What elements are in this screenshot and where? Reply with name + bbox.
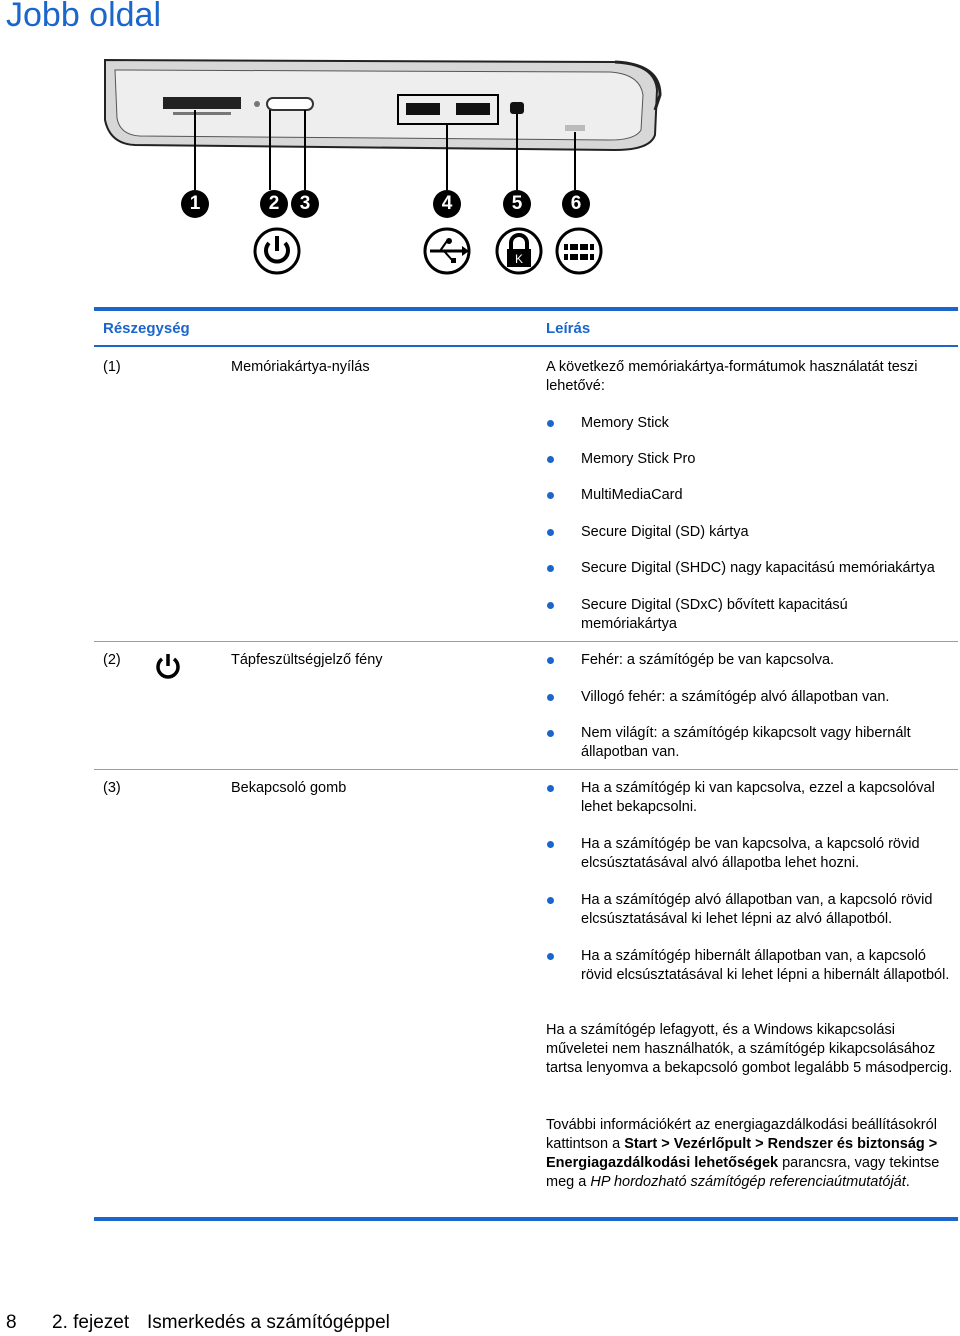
header-description: Leírás xyxy=(546,320,591,337)
svg-text:K: K xyxy=(514,252,524,266)
row1-name: Memóriakártya-nyílás xyxy=(231,359,370,375)
lock-icon xyxy=(494,226,544,276)
power-icon xyxy=(252,226,302,276)
bullet xyxy=(547,657,554,664)
list-item: Fehér: a számítógép be van kapcsolva. xyxy=(581,652,835,668)
row-divider xyxy=(94,641,958,642)
row3-paragraph-1: Ha a számítógép lefagyott, és a Windows kikapcsolási műveletei nem használhatók, a számítógép kikapcsolásához tartsa lenyomva a bekapcsoló gombot legalább 5 másodpercig. xyxy=(546,1022,953,1076)
bullet xyxy=(547,565,554,572)
row2-name: Tápfeszültségjelző fény xyxy=(231,652,383,668)
usb-icon xyxy=(422,226,472,276)
bullet xyxy=(547,492,554,499)
row1-number: (1) xyxy=(103,359,121,375)
paragraph-text: parancsra, vagy tekintse meg a xyxy=(546,1155,940,1190)
menu-path: Start > Vezérlőpult > Rendszer és biztonság > Energiagazdálkodási lehetőségek xyxy=(546,1136,938,1171)
footer-chapter: 2. fejezet xyxy=(52,1312,130,1333)
paragraph-text: További információkért az energiagazdálkodási beállításokról kattintson a xyxy=(546,1117,937,1152)
row3-name: Bekapcsoló gomb xyxy=(231,780,347,796)
list-item: Secure Digital (SHDC) nagy kapacitású memóriakártya xyxy=(581,560,935,576)
bullet xyxy=(547,420,554,427)
row-divider xyxy=(94,769,958,770)
row2-number: (2) xyxy=(103,652,121,668)
list-item: Secure Digital (SDxC) bővített kapacitású memóriakártya xyxy=(581,597,848,632)
paragraph-text: . xyxy=(905,1174,910,1190)
callout-6: 6 xyxy=(562,190,590,218)
table-bottom-rule xyxy=(94,1217,958,1221)
footer-chapter-title: Ismerkedés a számítógéppel xyxy=(147,1312,390,1333)
bullet xyxy=(547,529,554,536)
callout-5: 5 xyxy=(503,190,531,218)
callout-2: 2 xyxy=(260,190,288,218)
page-number: 8 xyxy=(6,1312,17,1333)
list-item: Ha a számítógép ki van kapcsolva, ezzel a kapcsolóval lehet bekapcsolni. xyxy=(581,780,935,815)
list-item: Villogó fehér: a számítógép alvó állapotban van. xyxy=(581,689,890,705)
bullet xyxy=(547,730,554,737)
callout-3: 3 xyxy=(291,190,319,218)
list-item: Ha a számítógép alvó állapotban van, a kapcsoló rövid elcsúsztatásával ki lehet lépni az alvó állapotból. xyxy=(581,892,933,927)
page-title: Jobb oldal xyxy=(6,0,162,34)
bullet xyxy=(547,456,554,463)
list-item: Secure Digital (SD) kártya xyxy=(581,524,749,540)
list-item: Nem világít: a számítógép kikapcsolt vagy hibernált állapotban van. xyxy=(581,725,911,760)
table-top-rule xyxy=(94,307,958,311)
row3-number: (3) xyxy=(103,780,121,796)
network-icon xyxy=(554,226,604,276)
list-item: Memory Stick xyxy=(581,415,669,431)
guide-title: HP hordozható számítógép referenciaútmutatóját xyxy=(590,1174,906,1190)
bullet xyxy=(547,841,554,848)
list-item: MultiMediaCard xyxy=(581,487,683,503)
row3-paragraph-2 xyxy=(546,1116,954,1192)
bullet xyxy=(547,694,554,701)
row1-intro: A következő memóriakártya-formátumok használatát teszi lehetővé: xyxy=(546,359,918,394)
header-component: Részegység xyxy=(103,320,190,337)
callout-4: 4 xyxy=(433,190,461,218)
list-item: Ha a számítógép be van kapcsolva, a kapcsoló rövid elcsúsztatásával alvó állapotba lehet hozni. xyxy=(581,836,920,871)
list-item: Memory Stick Pro xyxy=(581,451,696,467)
callout-1: 1 xyxy=(181,190,209,218)
bullet xyxy=(547,897,554,904)
bullet xyxy=(547,953,554,960)
bullet xyxy=(547,602,554,609)
power-icon xyxy=(154,652,182,680)
bullet xyxy=(547,785,554,792)
list-item: Ha a számítógép hibernált állapotban van, a kapcsoló rövid elcsúsztatásával ki lehet lépni a hibernált állapotból. xyxy=(581,948,950,983)
header-rule xyxy=(94,345,958,347)
